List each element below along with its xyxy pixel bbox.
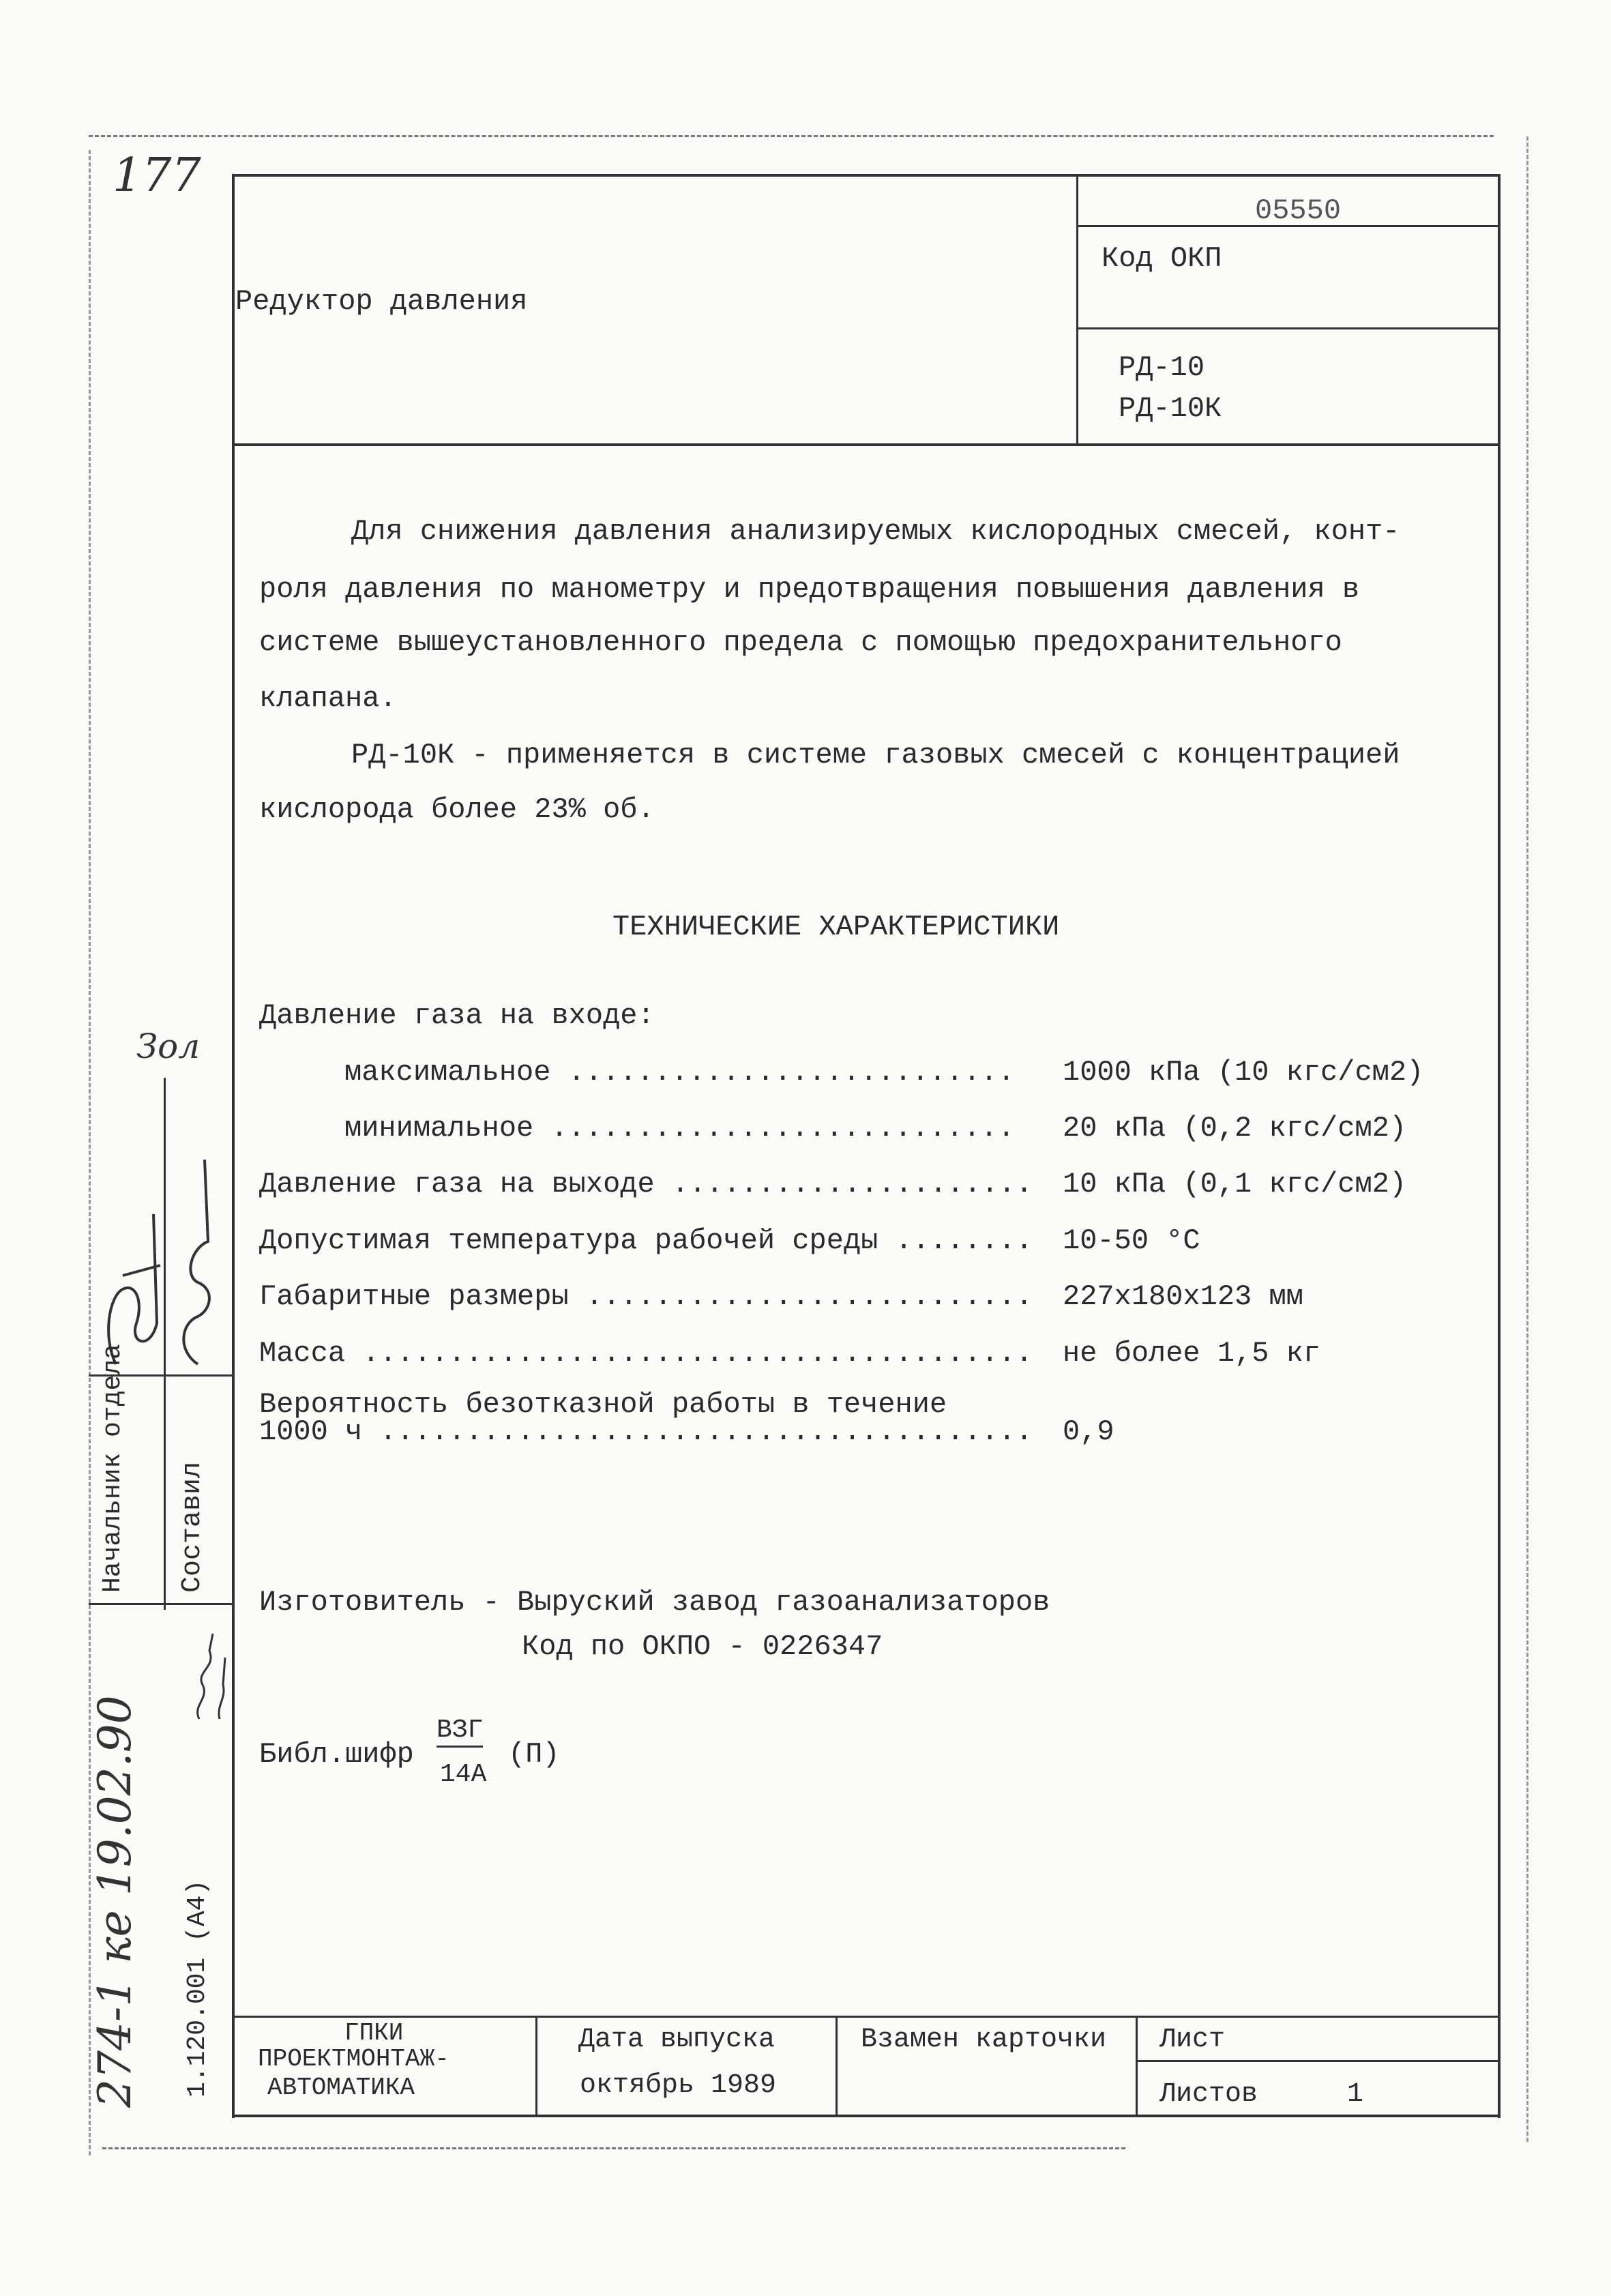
spec-outlet-label: Давление газа на выходе ..................... [259,1168,1033,1201]
spec-min-label: минимальное ........................... [344,1112,1015,1145]
spec-mass-value: не более 1,5 кг [1063,1337,1321,1370]
footer-top-line [232,2016,1501,2018]
footer-org-2: ПРОЕКТМОНТАЖ- [258,2045,449,2073]
library-suffix: (П) [508,1738,560,1771]
spec-temp-label: Допустимая температура рабочей среды ........ [259,1224,1033,1257]
intro-line-2: роля давления по манометру и предотвращения повышения давления в [259,573,1360,606]
footer-org-1: ГПКИ [344,2019,404,2047]
frame-right [1498,174,1501,2118]
okp-label: Код ОКП [1102,242,1222,275]
footer-issue-date: октябрь 1989 [580,2070,777,2101]
spec-outlet-value: 10 кПа (0,1 кгс/см2) [1063,1168,1407,1201]
top-edge-line [89,135,1494,137]
footer-replace-label: Взамен карточки [861,2025,1107,2055]
footer-sheet-label: Лист [1159,2025,1226,2055]
library-denominator: 14А [440,1760,487,1789]
frame-top [232,174,1501,177]
footer-vline-1 [535,2016,537,2117]
spec-dims-value: 227х180х123 мм [1063,1280,1303,1313]
intro-line-1: Для снижения давления анализируемых кислородных смесей, конт- [351,515,1400,548]
spec-reliability-label-2: 1000 ч ...................................... [259,1415,1033,1448]
model-rd10k: РД-10К [1119,392,1222,425]
okpo-line: Код по ОКПО - 0226347 [522,1630,883,1663]
handwritten-note: Зол [136,1027,201,1066]
sidebar-author-label: Составил [177,1461,208,1593]
spec-mass-label: Масса ....................................... [259,1337,1033,1370]
intro-line-4: клапана. [259,682,397,715]
right-edge-line [1526,136,1528,2142]
footer-sheets-value: 1 [1347,2079,1364,2110]
model-rd10: РД-10 [1119,351,1205,384]
okp-code: 05550 [1255,194,1342,227]
corner-number: 177 [113,149,201,203]
library-label: Библ.шифр [259,1738,414,1771]
spec-title: ТЕХНИЧЕСКИЕ ХАРАКТЕРИСТИКИ [612,911,1060,943]
signature-marks [95,1119,232,1371]
sidebar-head-label [99,1344,128,1593]
model-divider [1076,327,1499,329]
intro-p2-line-1: РД-10К - применяется в системе газовых смесей с концентрацией [351,739,1400,771]
frame-bottom [232,2115,1501,2117]
spec-dims-label: Габаритные размеры .......................... [259,1280,1033,1313]
intro-line-3: системе вышеустановленного предела с помощью предохранительного [259,626,1342,659]
footer-vline-3 [1136,2016,1138,2117]
manufacturer-line: Изготовитель - Выруский завод газоанализаторов [259,1586,1050,1619]
spec-reliability-label-1: Вероятность безотказной работы в течение [259,1388,947,1421]
handwritten-registration: 274-1 ке 19.02.90 [89,1695,141,2108]
intro-p2-line-2: кислорода более 23% об. [259,793,655,826]
product-name: Редуктор давления [235,285,528,318]
footer-sheets-label: Листов [1159,2079,1258,2110]
footer-vline-2 [836,2016,838,2117]
spec-max-label: максимальное .......................... [344,1056,1015,1089]
footer-org-3: АВТОМАТИКА [267,2074,415,2102]
small-signature [186,1630,233,1726]
footer-sheet-divider [1136,2060,1498,2062]
spec-temp-value: 10-50 °С [1063,1224,1200,1257]
bottom-edge-line [102,2147,1125,2149]
spec-max-value: 1000 кПа (10 кгс/см2) [1063,1056,1424,1089]
footer-issue-label: Дата выпуска [578,2025,775,2055]
sidebar-hline-2 [89,1603,233,1605]
spec-reliability-value: 0,9 [1063,1415,1114,1448]
sidebar-head-text: Начальник отдела [98,1344,128,1593]
spec-inlet-label: Давление газа на входе: [259,999,655,1032]
library-numerator: ВЗГ [437,1716,483,1748]
frame-left [232,174,235,2118]
header-divider [232,443,1501,446]
header-vertical-divider [1076,174,1078,443]
spec-min-value: 20 кПа (0,2 кгс/см2) [1063,1112,1407,1145]
sidebar-ref-code: 1.120.001 (А4) [183,1879,212,2098]
